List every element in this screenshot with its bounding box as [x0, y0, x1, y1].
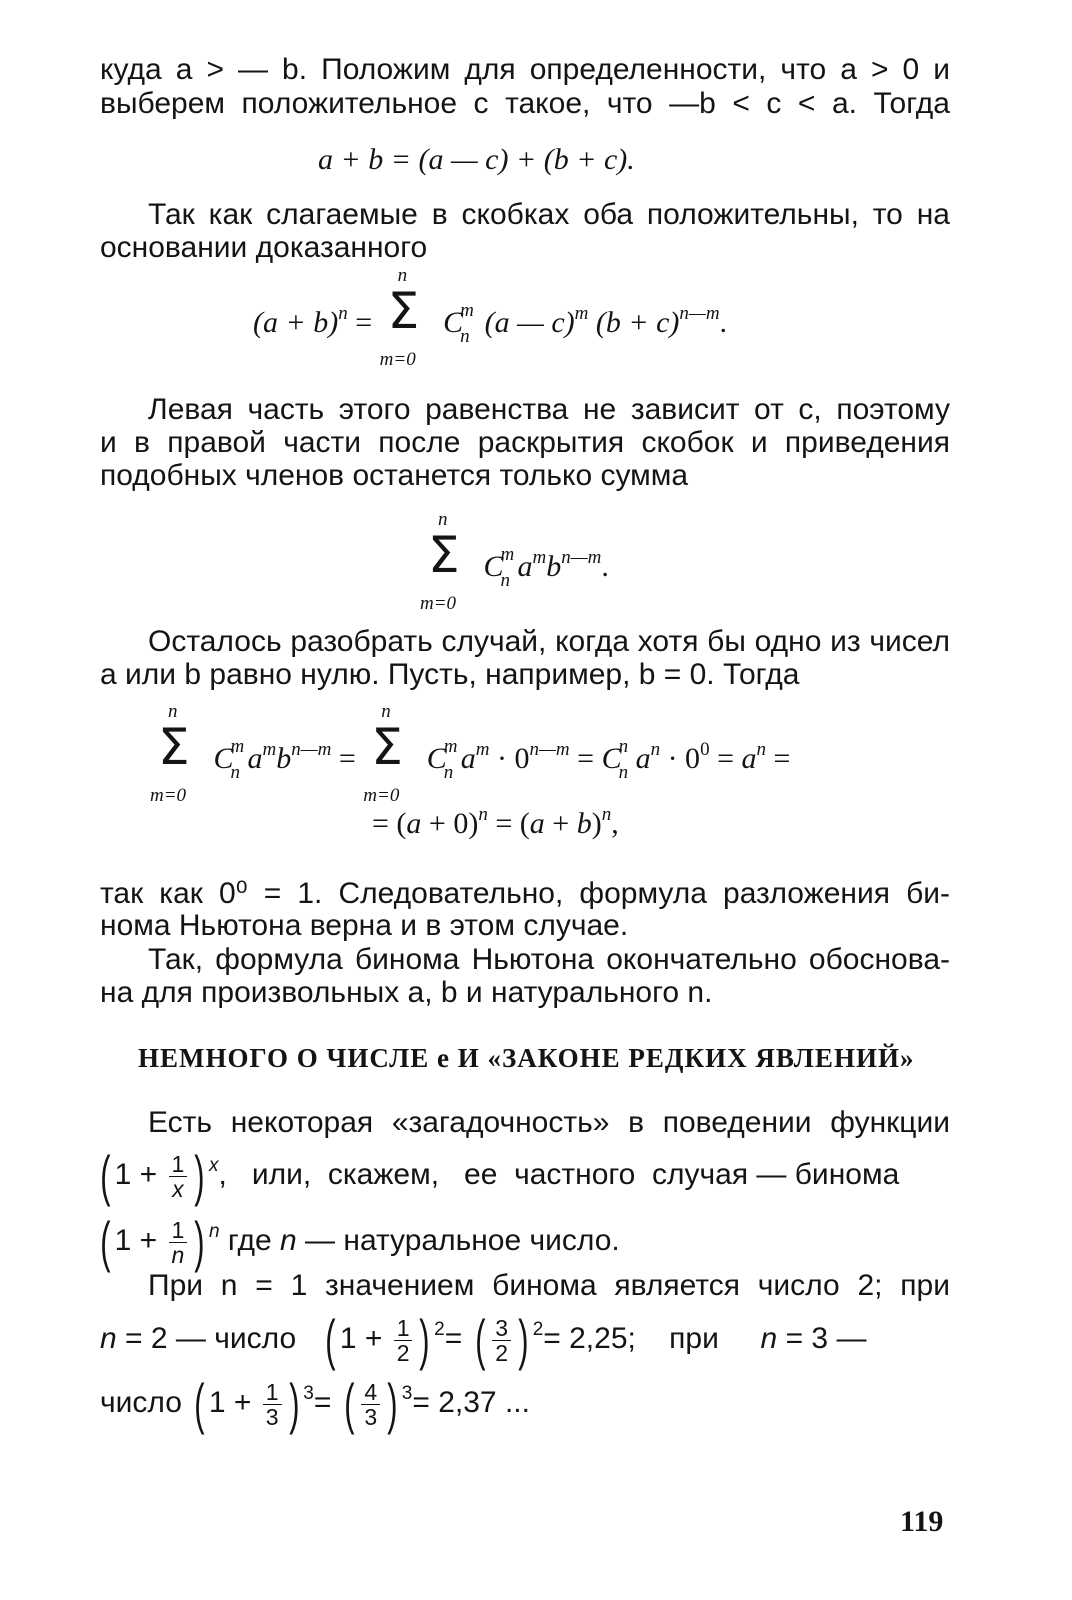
text-line: и в правой части после раскрытия скобок и приведения — [100, 426, 950, 459]
text-line: Левая часть этого равенства не зависит от c, поэтому — [148, 393, 950, 426]
summation-sign: n Σ m=0 — [420, 509, 460, 614]
text-line: так как 0⁰ = 1. Следовательно, формула разложения би- — [100, 877, 950, 910]
section-heading: НЕМНОГО О ЧИСЛЕ e И «ЗАКОНЕ РЕДКИХ ЯВЛЕНИЙ» — [138, 1043, 915, 1073]
summation-sign: n Σ m=0 — [150, 701, 190, 806]
equation-3: n Σ m=0 C m n $a^mb^{n—m}$. — [420, 509, 609, 614]
text-line: Есть некоторая «загадочность» в поведении функции — [148, 1106, 950, 1139]
text-line-formula: ( 1 + $\frac{1}{n}$ ) $^n$ где n — натуральное число. — [100, 1210, 620, 1273]
page-number: 119 — [900, 1505, 944, 1538]
text-line: куда a > — b. Положим для определенности, что a > 0 и — [100, 53, 950, 86]
equation-1: a + b = (a — c) + (b + c). — [318, 143, 635, 176]
text-line: на для произвольных a, b и натурального n. — [100, 976, 713, 1009]
text-line: a или b равно нулю. Пусть, например, b = 0. Тогда — [100, 658, 800, 691]
text-line: подобных членов останется только сумма — [100, 459, 689, 492]
text-line: При n = 1 значением бинома является число 2; при — [148, 1269, 950, 1302]
text-line-formula: число ( 1 + $\frac{1}{3}$ ) $^3$= ( $\frac{4}{3}$ ) $^3$= 2,37 ... — [100, 1372, 530, 1435]
text-line-formula: ( 1 + $\frac{1}{x}$ ) $^x$, или, скажем, ее частного случая — бинома — [100, 1144, 900, 1207]
equation-4a: n Σ m=0 C m n $a^mb^{n—m}$ = n Σ m=0 C m n $a^m \cdot 0^{n—m} = C$ n n $a^n \cdot 0^0 = a^n$ = — [150, 701, 791, 806]
equation-2: $(a + b)^n$ = n Σ m=0 C m n (a — c)$^m$ $(b + c)^{n—m}$. — [253, 265, 728, 370]
summation-sign: n Σ m=0 — [379, 265, 420, 370]
text-line-formula: n = 2 — число ( 1 + $\frac{1}{2}$ ) $^2$= ( $\frac{3}{2}$ ) $^2$= 2,25; при n = 3 — — [100, 1308, 867, 1371]
text-line: Так как слагаемые в скобках оба положительны, то на — [148, 198, 950, 231]
text-line: выберем положительное c такое, что —b < c < a. Тогда — [100, 87, 950, 120]
text-line: Так, формула бинома Ньютона окончательно обоснова- — [148, 943, 950, 976]
equation-4b: = $(a + 0)^n = (a + b)^n$, — [372, 804, 619, 840]
text-line: Осталось разобрать случай, когда хотя бы одно из чисел — [148, 625, 950, 658]
text-line: основании доказанного — [100, 231, 428, 264]
summation-sign: n Σ m=0 — [363, 701, 403, 806]
text-line: нома Ньютона верна и в этом случае. — [100, 909, 629, 942]
